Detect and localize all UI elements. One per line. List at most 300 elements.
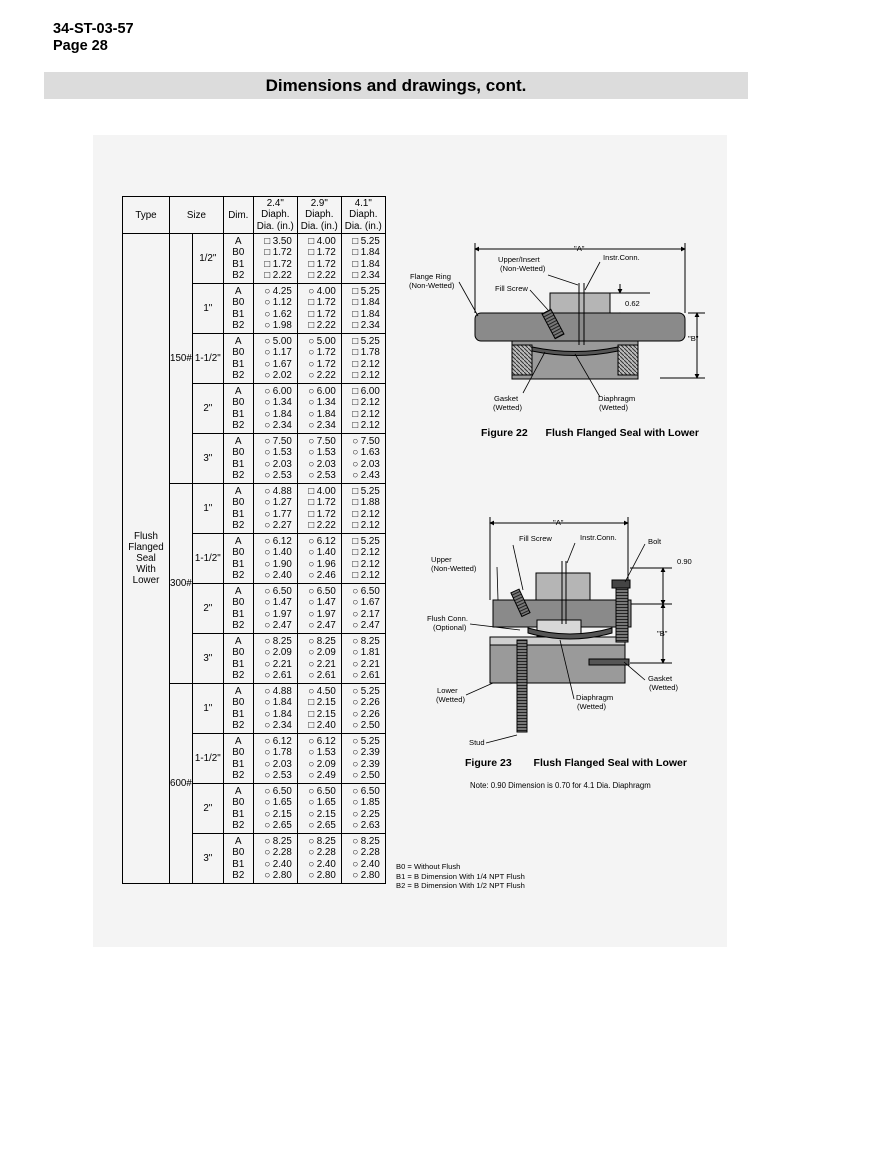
dimension-value: 1.88: [360, 497, 380, 509]
diaphragm-type-symbol: ○: [352, 847, 359, 859]
dimension-value: 1.84: [360, 308, 380, 320]
label-dim-b: "B": [688, 334, 699, 343]
diaphragm-type-symbol: ○: [352, 819, 359, 831]
figure23-number: Figure 23: [465, 757, 512, 769]
dimension-value: 1.72: [316, 508, 336, 520]
dimension-value: 5.25: [360, 536, 380, 548]
dim-label: B2: [232, 619, 245, 631]
dimension-value: 6.50: [316, 586, 336, 598]
dimension-value: 3.50: [272, 236, 292, 248]
document-code: 34-ST-03-57: [53, 21, 134, 37]
dimension-value: 2.34: [272, 719, 292, 731]
label-flange-ring-line2: (Non-Wetted): [409, 281, 455, 290]
dim-label: B1: [232, 408, 245, 420]
figure22-title: Flush Flanged Seal with Lower: [545, 427, 699, 439]
dim-label: B2: [232, 469, 245, 481]
dimension-value: 5.25: [360, 286, 380, 298]
dimension-value: 2.12: [360, 547, 380, 559]
diaphragm-type-symbol: ○: [308, 808, 315, 820]
diaphragm-type-symbol: □: [352, 508, 359, 520]
diaphragm-type-symbol: ○: [352, 708, 359, 720]
diaphragm-type-symbol: ○: [264, 597, 271, 609]
dimension-value: 2.61: [316, 669, 336, 681]
diaphragm-type-symbol: □: [308, 708, 315, 720]
diaphragm-type-symbol: ○: [264, 858, 271, 870]
diaphragm-type-symbol: ○: [308, 386, 315, 398]
dim-label: B2: [232, 669, 245, 681]
label-flush-conn-line1: Flush Conn.: [427, 614, 468, 623]
dim-label: B0: [232, 797, 245, 809]
dimension-value: 1.97: [272, 608, 292, 620]
diaphragm-type-symbol: ○: [264, 358, 271, 370]
diaphragm-type-symbol: ○: [352, 758, 359, 770]
dimension-value: 8.25: [316, 636, 336, 648]
dimension-value: 1.84: [272, 697, 292, 709]
diaphragm-type-symbol: □: [264, 247, 271, 259]
dimension-value: 2.80: [316, 869, 336, 881]
diaphragm-type-symbol: □: [352, 408, 359, 420]
diaphragm-type-symbol: ○: [352, 797, 359, 809]
dimension-value: 4.50: [316, 686, 336, 698]
dim-label: B0: [232, 547, 245, 559]
dim-label: B1: [232, 808, 245, 820]
dimension-value: 1.17: [272, 347, 292, 359]
diaphragm-type-symbol: ○: [264, 519, 271, 531]
dimension-value: 6.50: [316, 786, 336, 798]
diaphragm-type-symbol: ○: [308, 636, 315, 648]
dimension-value: 2.12: [360, 419, 380, 431]
dimension-value: 2.15: [272, 808, 292, 820]
dimension-value: 2.12: [360, 508, 380, 520]
diaphragm-type-symbol: ○: [308, 458, 315, 470]
header-line: Dia. (in.): [300, 220, 338, 232]
dimension-value: 2.40: [360, 858, 380, 870]
diaphragm-type-symbol: ○: [352, 469, 359, 481]
dimension-value: 5.00: [272, 336, 292, 348]
dimension-value: 2.34: [272, 419, 292, 431]
diaphragm-type-symbol: ○: [352, 669, 359, 681]
dimension-value: 6.12: [316, 536, 336, 548]
note-b0: B0 = Without Flush: [396, 862, 461, 871]
diaphragm-type-symbol: ○: [264, 786, 271, 798]
dimension-value: 1.78: [360, 347, 380, 359]
diaphragm-type-symbol: ○: [308, 797, 315, 809]
dimension-value: 2.15: [316, 697, 336, 709]
diaphragm-type-symbol: ○: [264, 758, 271, 770]
dimension-value: 2.26: [360, 708, 380, 720]
diaphragm-type-symbol: ○: [264, 736, 271, 748]
dimension-value: 1.65: [316, 797, 336, 809]
diaphragm-type-symbol: □: [352, 236, 359, 248]
dim-label: B1: [232, 358, 245, 370]
dim-label: B1: [232, 608, 245, 620]
diaphragm-type-symbol: ○: [352, 636, 359, 648]
diaphragm-type-symbol: ○: [264, 708, 271, 720]
diaphragm-type-symbol: ○: [264, 436, 271, 448]
diaphragm-type-symbol: □: [352, 547, 359, 559]
diaphragm-type-symbol: ○: [264, 819, 271, 831]
label-upper-line1: Upper: [431, 555, 452, 564]
diaphragm-type-symbol: □: [352, 386, 359, 398]
diaphragm-type-symbol: ○: [352, 736, 359, 748]
dim-label: B2: [232, 319, 245, 331]
diaphragm-type-symbol: ○: [264, 697, 271, 709]
size-cell: 1-1/2": [192, 734, 223, 784]
diaphragm-type-symbol: ○: [264, 547, 271, 559]
header-line: 4.1": [354, 198, 372, 210]
label-diaphragm-line1: Diaphragm: [598, 394, 636, 403]
diaphragm-type-symbol: ○: [264, 836, 271, 848]
pressure-class-cell: 150#: [170, 234, 193, 484]
figure22-drawing: [409, 243, 705, 412]
diaphragm-type-symbol: ○: [264, 497, 271, 509]
diaphragm-type-symbol: ○: [264, 469, 271, 481]
dim-label: B0: [232, 447, 245, 459]
dimension-value: 1.72: [316, 497, 336, 509]
dimension-value: 8.25: [360, 836, 380, 848]
dimension-value: 1.72: [316, 258, 336, 270]
dimension-value: 2.34: [360, 319, 380, 331]
dim-label: B0: [232, 747, 245, 759]
dimension-value: 6.00: [360, 386, 380, 398]
diaphragm-type-symbol: □: [352, 419, 359, 431]
diaphragm-type-symbol: ○: [352, 608, 359, 620]
dimension-value: 2.12: [360, 358, 380, 370]
figure22-number: Figure 22: [481, 427, 528, 439]
dim-label: B1: [232, 458, 245, 470]
diaphragm-type-symbol: ○: [264, 486, 271, 498]
dimension-value: 2.28: [360, 847, 380, 859]
dimension-value: 2.17: [360, 608, 380, 620]
label-lower-line1: Lower: [437, 686, 458, 695]
diaphragm-type-symbol: □: [352, 558, 359, 570]
diaphragm-type-symbol: □: [308, 297, 315, 309]
dimension-value: 2.61: [272, 669, 292, 681]
diaphragm-type-symbol: ○: [352, 436, 359, 448]
dimension-value: 8.25: [360, 636, 380, 648]
dimension-value: 2.21: [272, 658, 292, 670]
dimension-value: 1.53: [272, 447, 292, 459]
diaphragm-type-symbol: □: [352, 269, 359, 281]
diaphragm-type-symbol: ○: [264, 797, 271, 809]
dimension-value: 1.47: [272, 597, 292, 609]
diaphragm-type-symbol: □: [308, 486, 315, 498]
diaphragm-type-symbol: ○: [352, 619, 359, 631]
dim-label: B1: [232, 558, 245, 570]
dim-label: B1: [232, 658, 245, 670]
figure23-note: Note: 0.90 Dimension is 0.70 for 4.1 Dia. Diaphragm: [470, 781, 651, 790]
dim-label: A: [235, 236, 242, 248]
dimension-value: 1.34: [272, 397, 292, 409]
diaphragm-type-symbol: ○: [308, 647, 315, 659]
diaphragm-type-symbol: ○: [308, 608, 315, 620]
dim-label: B0: [232, 297, 245, 309]
size-cell: 1-1/2": [192, 534, 223, 584]
diaphragm-type-symbol: ○: [352, 808, 359, 820]
dim-label: B1: [232, 508, 245, 520]
diaphragm-type-symbol: □: [264, 269, 271, 281]
dimension-value: 1.40: [316, 547, 336, 559]
label-flush-conn-line2: (Optional): [433, 623, 467, 632]
dimension-value: 2.22: [316, 319, 336, 331]
dimension-value: 2.12: [360, 369, 380, 381]
label-dim-090: 0.90: [677, 557, 692, 566]
label-lower-line2: (Wetted): [436, 695, 465, 704]
figure23-title: Flush Flanged Seal with Lower: [533, 757, 687, 769]
dimension-value: 2.28: [316, 847, 336, 859]
diaphragm-type-symbol: ○: [352, 719, 359, 731]
dimension-value: 2.25: [360, 808, 380, 820]
dimension-value: 6.50: [360, 786, 380, 798]
dimension-value: 2.43: [360, 469, 380, 481]
diaphragm-type-symbol: ○: [264, 558, 271, 570]
dimension-value: 6.12: [272, 736, 292, 748]
dimension-value: 1.12: [272, 297, 292, 309]
diaphragm-type-symbol: ○: [308, 758, 315, 770]
dimension-value: 1.84: [272, 408, 292, 420]
dimension-value: 1.97: [316, 608, 336, 620]
diaphragm-type-symbol: ○: [264, 847, 271, 859]
diaphragm-type-symbol: □: [264, 236, 271, 248]
label-upper-insert-line2: (Non-Wetted): [500, 264, 546, 273]
diaphragm-type-symbol: ○: [308, 397, 315, 409]
header-line: Diaph.: [305, 209, 334, 221]
diaphragm-type-symbol: □: [264, 258, 271, 270]
dimension-value: 6.50: [272, 786, 292, 798]
diaphragm-type-symbol: ○: [308, 786, 315, 798]
dimension-value: 2.15: [316, 708, 336, 720]
dimension-value: 7.50: [360, 436, 380, 448]
diaphragm-type-symbol: □: [308, 319, 315, 331]
dimension-value: 1.84: [316, 408, 336, 420]
dim-label: A: [235, 786, 242, 798]
size-cell: 2": [192, 384, 223, 434]
diaphragm-type-symbol: ○: [352, 786, 359, 798]
dim-label: B0: [232, 397, 245, 409]
diaphragm-type-symbol: ○: [308, 286, 315, 298]
header-line: 2.4": [266, 198, 284, 210]
dim-label: B2: [232, 569, 245, 581]
dimension-value: 2.22: [316, 269, 336, 281]
diaphragm-type-symbol: ○: [264, 447, 271, 459]
header-line: Diaph.: [261, 209, 290, 221]
diaphragm-type-symbol: □: [352, 258, 359, 270]
diaphragm-type-symbol: ○: [308, 747, 315, 759]
dimension-value: 2.40: [272, 569, 292, 581]
diaphragm-type-symbol: ○: [352, 686, 359, 698]
dimension-value: 2.34: [360, 269, 380, 281]
dim-label: B2: [232, 269, 245, 281]
diaphragm-type-symbol: ○: [352, 697, 359, 709]
size-cell: 3": [192, 434, 223, 484]
dimension-value: 1.72: [316, 358, 336, 370]
dimension-value: 7.50: [316, 436, 336, 448]
diaphragm-type-symbol: ○: [264, 458, 271, 470]
dim-label: B2: [232, 819, 245, 831]
type-label-line: Flush: [134, 530, 158, 542]
dimension-value: 2.46: [316, 569, 336, 581]
diaphragm-type-symbol: ○: [264, 669, 271, 681]
dim-label: A: [235, 836, 242, 848]
type-label-line: Seal: [136, 552, 156, 564]
dimension-value: 4.25: [272, 286, 292, 298]
dimension-value: 6.50: [272, 586, 292, 598]
type-label-line: Lower: [132, 575, 160, 587]
dimension-value: 2.09: [316, 647, 336, 659]
dimension-value: 5.25: [360, 736, 380, 748]
diaphragm-type-symbol: ○: [308, 419, 315, 431]
diaphragm-type-symbol: ○: [264, 408, 271, 420]
dimension-value: 1.53: [316, 747, 336, 759]
dimension-value: 2.47: [316, 619, 336, 631]
diaphragm-type-symbol: ○: [264, 319, 271, 331]
dimension-value: 1.72: [316, 347, 336, 359]
dim-label: A: [235, 586, 242, 598]
size-cell: 2": [192, 784, 223, 834]
dim-label: B0: [232, 847, 245, 859]
diaphragm-type-symbol: □: [308, 519, 315, 531]
dimension-value: 2.80: [272, 869, 292, 881]
diaphragm-type-symbol: ○: [264, 608, 271, 620]
dimension-value: 1.40: [272, 547, 292, 559]
diaphragm-type-symbol: ○: [352, 769, 359, 781]
dim-label: B1: [232, 708, 245, 720]
dimension-value: 2.12: [360, 558, 380, 570]
dimension-value: 2.53: [272, 469, 292, 481]
dimension-value: 1.72: [316, 308, 336, 320]
dimension-value: 2.39: [360, 747, 380, 759]
dimension-value: 2.12: [360, 519, 380, 531]
diaphragm-type-symbol: ○: [264, 869, 271, 881]
diaphragm-type-symbol: □: [352, 497, 359, 509]
dimension-value: 2.65: [272, 819, 292, 831]
diaphragm-type-symbol: ○: [308, 736, 315, 748]
diaphragm-type-symbol: ○: [264, 586, 271, 598]
label-bolt: Bolt: [648, 537, 662, 546]
diaphragm-type-symbol: ○: [264, 336, 271, 348]
diaphragm-type-symbol: □: [308, 258, 315, 270]
dimension-value: 1.53: [316, 447, 336, 459]
dimension-value: 1.85: [360, 797, 380, 809]
pressure-class-cell: 600#: [170, 684, 193, 884]
dimension-value: 6.12: [272, 536, 292, 548]
dimension-value: 6.00: [316, 386, 336, 398]
dim-label: B1: [232, 858, 245, 870]
diaphragm-type-symbol: ○: [308, 869, 315, 881]
dim-label: A: [235, 736, 242, 748]
dim-label: A: [235, 286, 242, 298]
diaphragm-type-symbol: ○: [264, 619, 271, 631]
dimension-value: 1.47: [316, 597, 336, 609]
dimension-value: 2.53: [316, 469, 336, 481]
size-cell: 3": [192, 634, 223, 684]
diaphragm-type-symbol: ○: [264, 369, 271, 381]
diaphragm-type-symbol: ○: [264, 397, 271, 409]
diaphragm-type-symbol: ○: [264, 808, 271, 820]
dimension-value: 2.47: [360, 619, 380, 631]
section-title: Dimensions and drawings, cont.: [265, 75, 527, 95]
dim-label: B1: [232, 308, 245, 320]
dim-label: B2: [232, 369, 245, 381]
diaphragm-type-symbol: ○: [308, 658, 315, 670]
dimension-value: 1.84: [360, 297, 380, 309]
dim-label: A: [235, 386, 242, 398]
header-line: 2.9": [310, 198, 328, 210]
dimension-value: 2.63: [360, 819, 380, 831]
dim-label: B0: [232, 647, 245, 659]
dim-label: B1: [232, 758, 245, 770]
diaphragm-type-symbol: □: [308, 497, 315, 509]
dimension-value: 6.00: [272, 386, 292, 398]
diaphragm-type-symbol: ○: [308, 408, 315, 420]
dimension-value: 2.15: [316, 808, 336, 820]
pressure-class-cell: 300#: [170, 484, 193, 684]
label-stud: Stud: [469, 738, 485, 747]
dimension-value: 2.03: [272, 458, 292, 470]
diaphragm-type-symbol: □: [308, 269, 315, 281]
diaphragm-type-symbol: ○: [352, 447, 359, 459]
dim-label: B0: [232, 597, 245, 609]
dimension-value: 4.88: [272, 686, 292, 698]
diaphragm-type-symbol: ○: [264, 286, 271, 298]
diaphragm-type-symbol: ○: [308, 847, 315, 859]
dimension-value: 2.03: [272, 758, 292, 770]
label-gasket-line2: (Wetted): [493, 403, 522, 412]
dimension-value: 5.25: [360, 336, 380, 348]
label-gasket-line1: Gasket: [648, 674, 673, 683]
type-label-line: Flanged: [128, 541, 164, 553]
dimension-value: 5.25: [360, 486, 380, 498]
diaphragm-type-symbol: □: [352, 319, 359, 331]
diaphragm-type-symbol: □: [352, 308, 359, 320]
dimension-value: 7.50: [272, 436, 292, 448]
diaphragm-type-symbol: □: [352, 397, 359, 409]
diaphragm-type-symbol: ○: [308, 858, 315, 870]
diaphragm-type-symbol: ○: [308, 597, 315, 609]
diaphragm-type-symbol: ○: [264, 658, 271, 670]
diaphragm-type-symbol: ○: [308, 669, 315, 681]
diaphragm-type-symbol: ○: [308, 819, 315, 831]
diaphragm-type-symbol: □: [308, 308, 315, 320]
size-cell: 1": [192, 284, 223, 334]
label-dim-a: "A": [574, 244, 585, 253]
diaphragm-type-symbol: ○: [264, 686, 271, 698]
diaphragm-type-symbol: ○: [264, 419, 271, 431]
dimension-value: 1.98: [272, 319, 292, 331]
dimension-value: 4.88: [272, 486, 292, 498]
dimension-value: 1.96: [316, 558, 336, 570]
diaphragm-type-symbol: □: [308, 719, 315, 731]
diaphragm-type-symbol: ○: [308, 358, 315, 370]
dimension-value: 2.47: [272, 619, 292, 631]
label-flange-ring-line1: Flange Ring: [410, 272, 451, 281]
diaphragm-type-symbol: □: [352, 336, 359, 348]
dimension-value: 2.03: [316, 458, 336, 470]
dimension-value: 2.53: [272, 769, 292, 781]
diaphragm-type-symbol: ○: [352, 586, 359, 598]
dimension-value: 2.12: [360, 397, 380, 409]
size-cell: 1": [192, 484, 223, 534]
diaphragm-type-symbol: ○: [352, 858, 359, 870]
dimension-value: 5.25: [360, 686, 380, 698]
diaphragm-type-symbol: ○: [264, 636, 271, 648]
diaphragm-type-symbol: ○: [264, 308, 271, 320]
size-cell: 2": [192, 584, 223, 634]
diaphragm-type-symbol: □: [308, 697, 315, 709]
diaphragm-type-symbol: ○: [352, 869, 359, 881]
dimension-value: 2.21: [316, 658, 336, 670]
label-fill-screw: Fill Screw: [495, 284, 528, 293]
